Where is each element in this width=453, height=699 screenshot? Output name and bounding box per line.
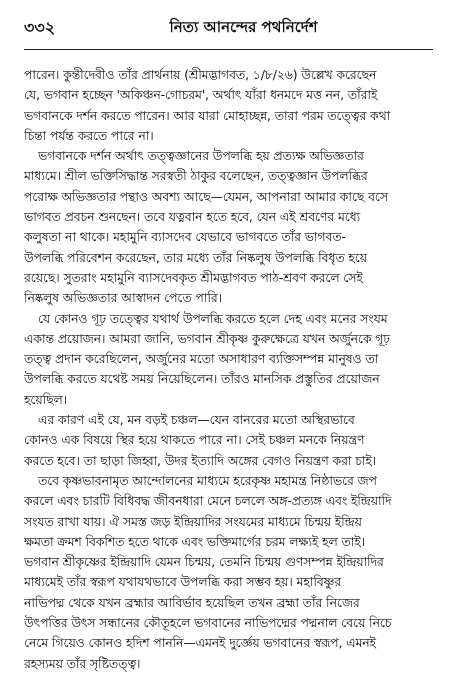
text-line: যে, ভগবান হচ্ছেন 'অকিঞ্চন-গোচরম', অর্থাৎ যাঁরা ধনমদে মত্ত নন, তাঁরাই <box>24 87 378 103</box>
text-line: করতে হবে। তা ছাড়া জিহ্বা, উদর ইত্যাদি অঙ্গের বেগও নিয়ন্ত্রণ করা চাই। <box>24 452 377 468</box>
page-number: ৩৩২ <box>24 18 56 37</box>
text-line: ক্ষমতা ক্রমশ বিকশিত হতে থাকে এবং ভক্তিমার্গের চরম লক্ষ্যই হল তাই। <box>24 533 365 549</box>
page-header <box>24 0 433 50</box>
text-line: মাধ্যমে। শ্রীল ভক্তিসিদ্ধান্ত সরস্বতী ঠাকুর বলেছেন, তত্ত্বজ্ঞান উপলব্ধির <box>24 168 368 184</box>
text-line: যে কোনও গূঢ় তত্ত্বের যথার্থ উপলব্ধি করতে হলে দেহ এবং মনের সংযম <box>38 310 388 326</box>
text-line: ভগবানকে দর্শন অর্থাৎ তত্ত্বজ্ঞানের উপলব্ধি হয় প্রত্যক্ষ অভিজ্ঞতার <box>38 148 364 164</box>
text-line: কোনও এক বিষয়ে স্থির হয়ে থাকতে পারে না। সেই চঞ্চল মনকে নিয়ন্ত্রণ <box>24 432 365 448</box>
text-line: নাভিপদ্ম থেকে যখন ব্রহ্মার আবির্ভাব হয়েছিল তখন ব্রহ্মা তাঁর নিজের <box>24 594 360 610</box>
paragraph <box>24 146 433 308</box>
running-title: নিত্য আনন্দের পথনির্দেশ <box>169 18 318 36</box>
text-line: ভগবান শ্রীকৃষ্ণের ইন্দ্রিয়াদি যেমন চিন্ময়, তেমনি চিন্ময় গুণসম্পন্ন ইন্দ্রিয়াদির <box>24 554 384 570</box>
text-line: চিন্তা পর্যন্ত করতে পারে না। <box>24 127 154 143</box>
text-line: তবে কৃষ্ণভাবনামৃত আন্দোলনের মাধ্যমে হরেকৃষ্ণ মহামন্ত্র নিষ্ঠাভরে জপ <box>38 472 377 488</box>
text-line: হয়েছিল। <box>24 391 68 407</box>
text-line: একান্ত প্রয়োজন। আমরা জানি, ভগবান শ্রীকৃষ্ণ কুরুক্ষেত্রে যখন অর্জুনকে গূঢ় <box>24 330 390 346</box>
text-line: নিষ্কলুষ অভিজ্ঞতার আস্বাদন পেতে পারি। <box>24 290 222 306</box>
text-line: উৎপত্তির উৎস সন্ধানের কৌতূহলে ভগবানের নাভিপদ্মের পদ্মনাল বেয়ে নিচে <box>24 615 392 631</box>
paragraph <box>24 410 433 471</box>
text-line: মাধ্যমেই তাঁর স্বরূপ যথাযথভাবে উপলব্ধি করা সম্ভব হয়। মহাবিষ্ণুর <box>24 574 342 590</box>
text-line: রহস্যময় তাঁর সৃষ্টিতত্ত্ব। <box>24 655 141 671</box>
text-line: ভাগবত প্রবচন শুনছেন। তবে যত্নবান হতে হবে, যেন এই শ্রবণের মধ্যে <box>24 209 361 225</box>
paragraph <box>24 471 433 674</box>
text-line: তত্ত্ব প্রদান করেছিলেন, অর্জুনের মতো অসাধারণ ব্যক্তিসম্পন্ন মানুষও তা <box>24 351 379 367</box>
body-text <box>24 65 433 674</box>
text-line: সংযত রাখা যায়। ঐ সমস্ত জড় ইন্দ্রিয়াদির সংযমের মাধ্যমে চিন্ময় ইন্দ্রিয় <box>24 513 362 529</box>
text-line: কলুষতা না থাকে। মহামুনি ব্যাসদেব যেভাবে ভাগবতে তাঁর ভাগবত- <box>24 229 346 245</box>
text-line: করলে এবং চারটি বিধিবদ্ধ জীবনধারা মেনে চললে অঙ্গ-প্রত্যঙ্গ এবং ইন্দ্রিয়াদি <box>24 493 392 509</box>
paragraph <box>24 65 433 146</box>
text-line: পারেন। কুন্তীদেবীও তাঁর প্রার্থনায় (শ্রীমদ্ভাগবত, ১/৮/২৬) উল্লেখ করেছেন <box>24 67 377 82</box>
text-line: উপলব্ধি করতে যথেষ্ট সময় নিয়েছিলেন। তাঁরও মানসিক প্রস্তুতির প্রয়োজন <box>24 371 380 387</box>
paragraph <box>24 309 433 410</box>
text-line: রয়েছে। সুতরাং মহামুনি ব্যাসদেবকৃত শ্রীমদ্ভাগবত পাঠ-শ্রবণ করলে সেই <box>24 269 363 285</box>
text-line: এর কারণ এই যে, মন বড়ই চঞ্চল—যেন বানরের মতো অস্থিরভাবে <box>38 412 355 428</box>
text-line: পরোক্ষ অভিজ্ঞতার পন্থাও অবশ্য আছে—যেমন, আপনারা আমার কাছে বসে <box>24 188 388 204</box>
text-line: উপলব্ধি পরিবেশন করেছেন, তার মধ্যে তাঁর নিষ্কলুষ উপলব্ধি বিধৃত হয়ে <box>24 249 367 265</box>
text-line: ভগবানকে দর্শন করতে পারেন। আর যারা মোহাচ্ছন্ন, তারা পরম তত্ত্বের কথা <box>24 107 391 123</box>
text-line: নেমে গিয়েও কোনও হদিশ পাননি—এমনই দুর্জ্ঞেয় ভগবানের স্বরূপ, এমনই <box>24 635 376 651</box>
